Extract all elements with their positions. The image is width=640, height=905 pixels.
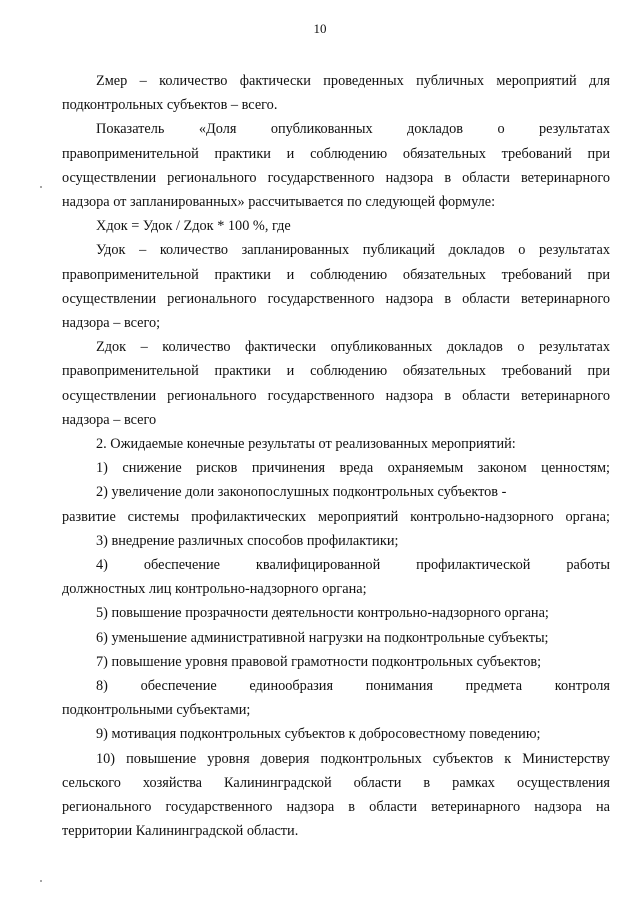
text-line: 7) повышение уровня правовой грамотности подконтрольных субъектов; — [96, 653, 542, 670]
text-line: 10) повышение уровня доверия подконтрольных субъектов к Министерству — [96, 750, 610, 767]
text-line: Zдок – количество фактически опубликованных докладов о результатах — [96, 339, 610, 356]
text-line: правоприменительной практики и соблюдению обязательных требований при — [62, 145, 610, 162]
scan-speck — [40, 186, 42, 188]
text-line: регионального государственного надзора в области ветеринарного надзора на — [62, 799, 610, 815]
text-line: должностных лиц контрольно-надзорного органа; — [62, 581, 367, 598]
text-line: подконтрольных субъектов – всего. — [62, 97, 278, 114]
text-line: надзора – всего; — [62, 315, 161, 331]
text-line: подконтрольными субъектами; — [62, 702, 251, 719]
text-line: сельского хозяйства Калининградской области в рамках осуществления — [62, 774, 610, 791]
text-line: 1) снижение рисков причинения вреда охраняемым законом ценностям; — [96, 460, 610, 477]
text-line: осуществлении регионального государственного надзора в области ветеринарного — [62, 290, 610, 307]
text-line: Zмер – количество фактически проведенных публичных мероприятий для — [96, 73, 610, 89]
text-line: 5) повышение прозрачности деятельности контрольно-надзорного органа; — [96, 605, 549, 622]
text-line: 6) уменьшение административной нагрузки на подконтрольные субъекты; — [96, 629, 549, 646]
text-line: Показатель «Доля опубликованных докладов о результатах — [96, 121, 610, 138]
text-line: Хдок = Удок / Zдок * 100 %, где — [96, 218, 291, 235]
text-line: 4) обеспечение квалифицированной профилактической работы — [96, 557, 610, 573]
text-line: развитие системы профилактических мероприятий контрольно-надзорного органа; — [62, 508, 610, 525]
text-line: 8) обеспечение единообразия понимания предмета контроля — [96, 678, 610, 694]
text-line: осуществлении регионального государственного надзора в области ветеринарного — [62, 169, 610, 186]
text-line: надзора – всего — [62, 411, 157, 428]
scan-speck — [40, 880, 42, 882]
text-line: правоприменительной практики и соблюдению обязательных требований при — [62, 266, 610, 283]
text-line: Удок – количество запланированных публикаций докладов о результатах — [96, 242, 610, 259]
text-line: 3) внедрение различных способов профилактики; — [96, 532, 399, 549]
page-number: 10 — [313, 21, 327, 36]
text-line: 2) увеличение доли законопослушных подконтрольных субъектов - — [96, 484, 507, 501]
text-line: правоприменительной практики и соблюдению обязательных требований при — [62, 363, 610, 380]
text-line: 2. Ожидаемые конечные результаты от реализованных мероприятий: — [96, 436, 516, 452]
text-line: территории Калининградской области. — [62, 823, 299, 840]
text-line: осуществлении регионального государственного надзора в области ветеринарного — [62, 387, 610, 404]
text-line: надзора от запланированных» рассчитывается по следующей формуле: — [62, 194, 496, 210]
text-line: 9) мотивация подконтрольных субъектов к добросовестному поведению; — [96, 726, 541, 743]
